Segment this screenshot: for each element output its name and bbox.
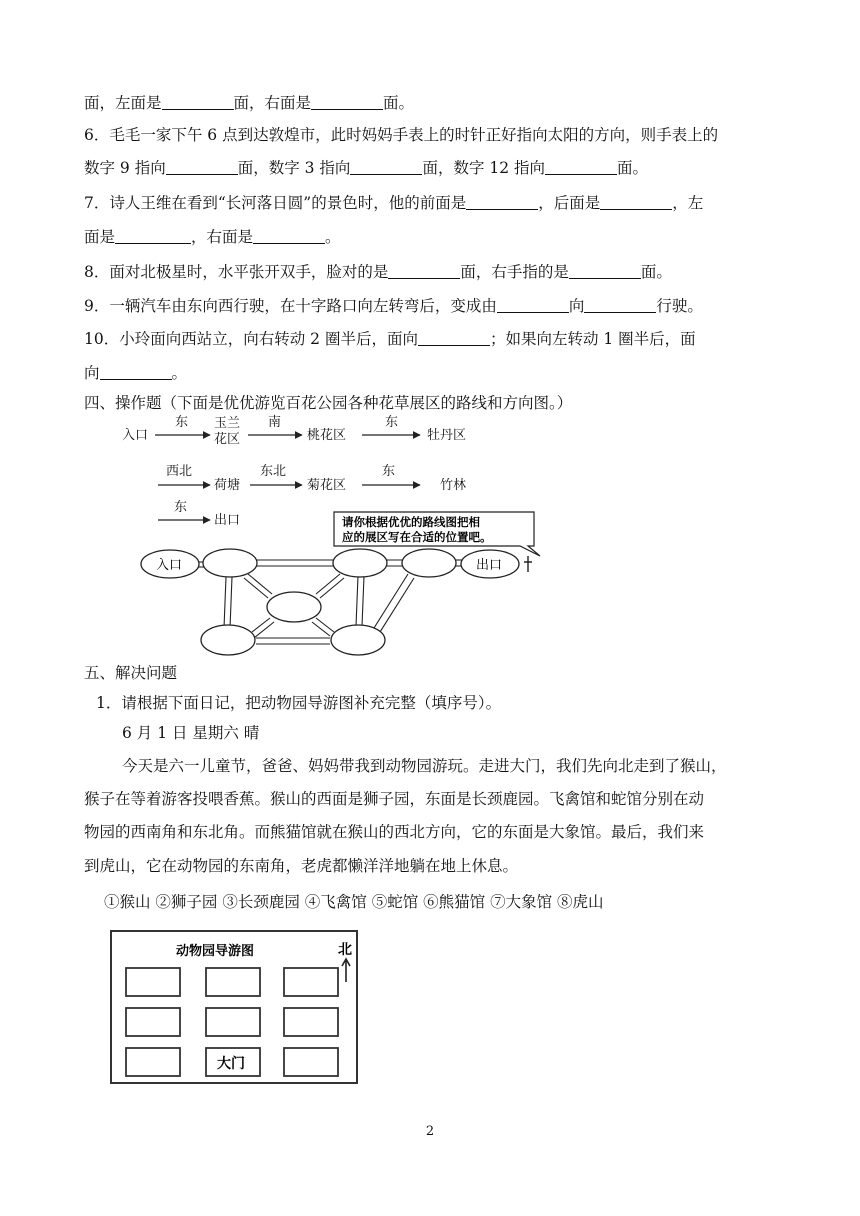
answer-blank[interactable]: [253, 227, 325, 244]
diary-line-1: 今天是六一儿童节，爸爸、妈妈带我到动物园游玩。走进大门，我们先向北走到了猴山，: [122, 757, 727, 775]
answer-blank[interactable]: [418, 329, 490, 346]
north-label: 北: [338, 942, 352, 958]
park-map: [130, 510, 550, 660]
diary-line-3: 物园的西南角和东北角。而熊猫馆就在猴山的西北方向，它的东面是大象馆。最后，我们来: [84, 823, 705, 841]
route-direction: 东: [382, 464, 396, 479]
route-direction: 东: [385, 415, 399, 430]
question-9: 9．一辆汽车由东向西行驶，在十字路口向左转弯后，变成由 向 行驶。: [84, 297, 703, 315]
map-node: [203, 549, 257, 577]
route-stop: 菊花区: [307, 478, 347, 493]
gate-label: 大门: [217, 1056, 245, 1072]
map-node: [333, 549, 387, 577]
options-list: ①猴山 ②狮子园 ③长颈鹿园 ④飞禽馆 ⑤蛇馆 ⑥熊猫馆 ⑦大象馆 ⑧虎山: [104, 893, 604, 911]
answer-blank[interactable]: [545, 158, 617, 175]
route-stop: 花区: [214, 432, 241, 447]
route-stop: 玉兰: [214, 416, 241, 431]
zoo-cell[interactable]: [126, 968, 180, 996]
answer-blank[interactable]: [497, 296, 569, 313]
zoo-cell[interactable]: [126, 1048, 180, 1076]
route-stop: 出口: [214, 513, 241, 528]
diary-line-4: 到虎山，它在动物园的东南角，老虎都懒洋洋地躺在地上休息。: [84, 857, 519, 875]
zoo-cell[interactable]: [126, 1008, 180, 1036]
zoo-cell[interactable]: [206, 1008, 260, 1036]
q5-continuation: 面，左面是 面，右面是 面。: [84, 94, 415, 112]
question-7-line1: 7．诗人王维在看到“长河落日圆”的景色时，他的前面是 ，后面是 ，左: [84, 194, 704, 212]
diary-date: 6 月 1 日 星期六 晴: [122, 724, 260, 742]
answer-blank[interactable]: [162, 93, 234, 110]
route-direction: 东北: [260, 464, 287, 479]
map-node: [267, 592, 321, 622]
answer-blank[interactable]: [166, 158, 238, 175]
page-number: 2: [425, 1124, 435, 1139]
route-direction: 东: [174, 500, 188, 515]
problem-1: 1．请根据下面日记，把动物园导游图补充完整（填序号）。: [96, 694, 502, 712]
zoo-cell[interactable]: [206, 968, 260, 996]
question-10-line2: 向 。: [84, 364, 188, 382]
map-node: [201, 625, 255, 655]
question-10-line1: 10．小玲面向西站立，向右转动 2 圈半后，面向 ；如果向左转动 1 圈半后，面: [84, 330, 696, 348]
map-entrance-label: 入口: [156, 558, 183, 573]
zoo-cell[interactable]: [284, 1008, 338, 1036]
zoo-cell[interactable]: [284, 1048, 338, 1076]
question-6-line2: 数字 9 指向 面，数字 3 指向 面，数字 12 指向 面。: [84, 159, 649, 177]
question-8: 8．面对北极星时，水平张开双手，脸对的是 面，右手指的是 面。: [84, 263, 672, 281]
answer-blank[interactable]: [466, 193, 538, 210]
zoo-guide-map: [110, 930, 360, 1086]
answer-blank[interactable]: [100, 363, 172, 380]
route-stop: 桃花区: [307, 428, 347, 443]
section-5-title: 五、解决问题: [84, 664, 178, 682]
question-6-line1: 6．毛毛一家下午 6 点到达敦煌市，此时妈妈手表上的时针正好指向太阳的方向，则手表上的: [84, 126, 719, 144]
route-stop: 竹林: [440, 478, 467, 493]
zoo-map-title: 动物园导游图: [176, 944, 255, 959]
section-4-title: 四、操作题（下面是优优游览百花公园各种花草展区的路线和方向图。）: [84, 394, 573, 412]
route-direction: 南: [268, 415, 282, 430]
zoo-cell[interactable]: [284, 968, 338, 996]
answer-blank[interactable]: [569, 262, 641, 279]
map-node: [331, 625, 385, 655]
answer-blank[interactable]: [115, 227, 191, 244]
route-start: 入口: [122, 428, 149, 443]
map-node: [402, 549, 456, 577]
route-stop: 荷塘: [214, 478, 241, 493]
route-stop: 牡丹区: [427, 428, 467, 443]
diary-line-2: 猴子在等着游客投喂香蕉。猴山的西面是狮子园，东面是长颈鹿园。飞禽馆和蛇馆分别在动: [84, 790, 705, 808]
route-direction: 西北: [166, 464, 193, 479]
answer-blank[interactable]: [388, 262, 460, 279]
bubble-line-2: 应的展区写在合适的位置吧。: [342, 530, 492, 544]
question-7-line2: 面是 ，右面是 。: [84, 228, 341, 246]
answer-blank[interactable]: [584, 296, 656, 313]
route-direction: 东: [175, 415, 189, 430]
answer-blank[interactable]: [600, 193, 672, 210]
answer-blank[interactable]: [311, 93, 383, 110]
bubble-line-1: 请你根据优优的路线图把相: [342, 515, 480, 529]
answer-blank[interactable]: [350, 158, 422, 175]
map-exit-label: 出口: [476, 558, 503, 573]
